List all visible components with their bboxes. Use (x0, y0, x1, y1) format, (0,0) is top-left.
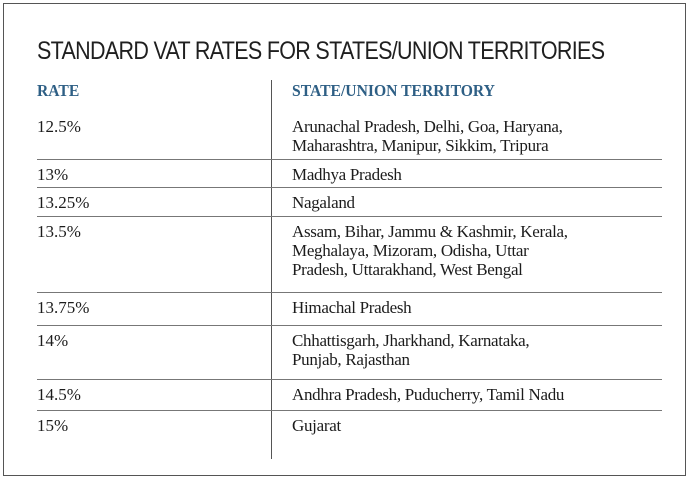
states-line: Arunachal Pradesh, Delhi, Goa, Haryana, (292, 117, 563, 136)
states-cell (292, 112, 662, 159)
rate-cell: 13.5% (37, 222, 81, 241)
vat-rates-table (37, 80, 662, 438)
states-cell (292, 188, 662, 216)
states-cell (292, 293, 662, 325)
rate-cell: 15% (37, 416, 69, 435)
table-row (37, 293, 662, 326)
table-row (37, 380, 662, 411)
states-line: Himachal Pradesh (292, 298, 412, 317)
states-cell (292, 411, 662, 438)
states-line: Andhra Pradesh, Puducherry, Tamil Nadu (292, 385, 565, 404)
vat-rates-card (3, 3, 686, 476)
page-title: STANDARD VAT RATES FOR STATES/UNION TERRITORIES (37, 37, 605, 65)
states-cell (292, 380, 662, 410)
header-state: STATE/UNION TERRITORY (292, 81, 495, 100)
rate-cell: 12.5% (37, 117, 81, 136)
states-line: Gujarat (292, 416, 341, 435)
rate-cell: 13% (37, 165, 69, 184)
states-line: Maharashtra, Manipur, Sikkim, Tripura (292, 136, 549, 155)
table-header (37, 80, 662, 112)
states-line: Pradesh, Uttarakhand, West Bengal (292, 260, 523, 279)
states-line: Nagaland (292, 193, 355, 212)
states-cell (292, 160, 662, 187)
states-line: Madhya Pradesh (292, 165, 402, 184)
states-cell (292, 326, 662, 379)
rate-cell: 14.5% (37, 385, 81, 404)
table-row (37, 160, 662, 188)
table-row (37, 188, 662, 217)
table-row (37, 112, 662, 160)
table-row (37, 411, 662, 438)
table-row (37, 217, 662, 293)
states-cell (292, 217, 662, 292)
states-line: Meghalaya, Mizoram, Odisha, Uttar (292, 241, 529, 260)
states-line: Chhattisgarh, Jharkhand, Karnataka, (292, 331, 530, 350)
states-line: Punjab, Rajasthan (292, 350, 410, 369)
rate-cell: 14% (37, 331, 69, 350)
table-row (37, 326, 662, 380)
header-rate: RATE (37, 81, 80, 100)
rate-cell: 13.75% (37, 298, 90, 317)
states-line: Assam, Bihar, Jammu & Kashmir, Kerala, (292, 222, 568, 241)
rate-cell: 13.25% (37, 193, 90, 212)
